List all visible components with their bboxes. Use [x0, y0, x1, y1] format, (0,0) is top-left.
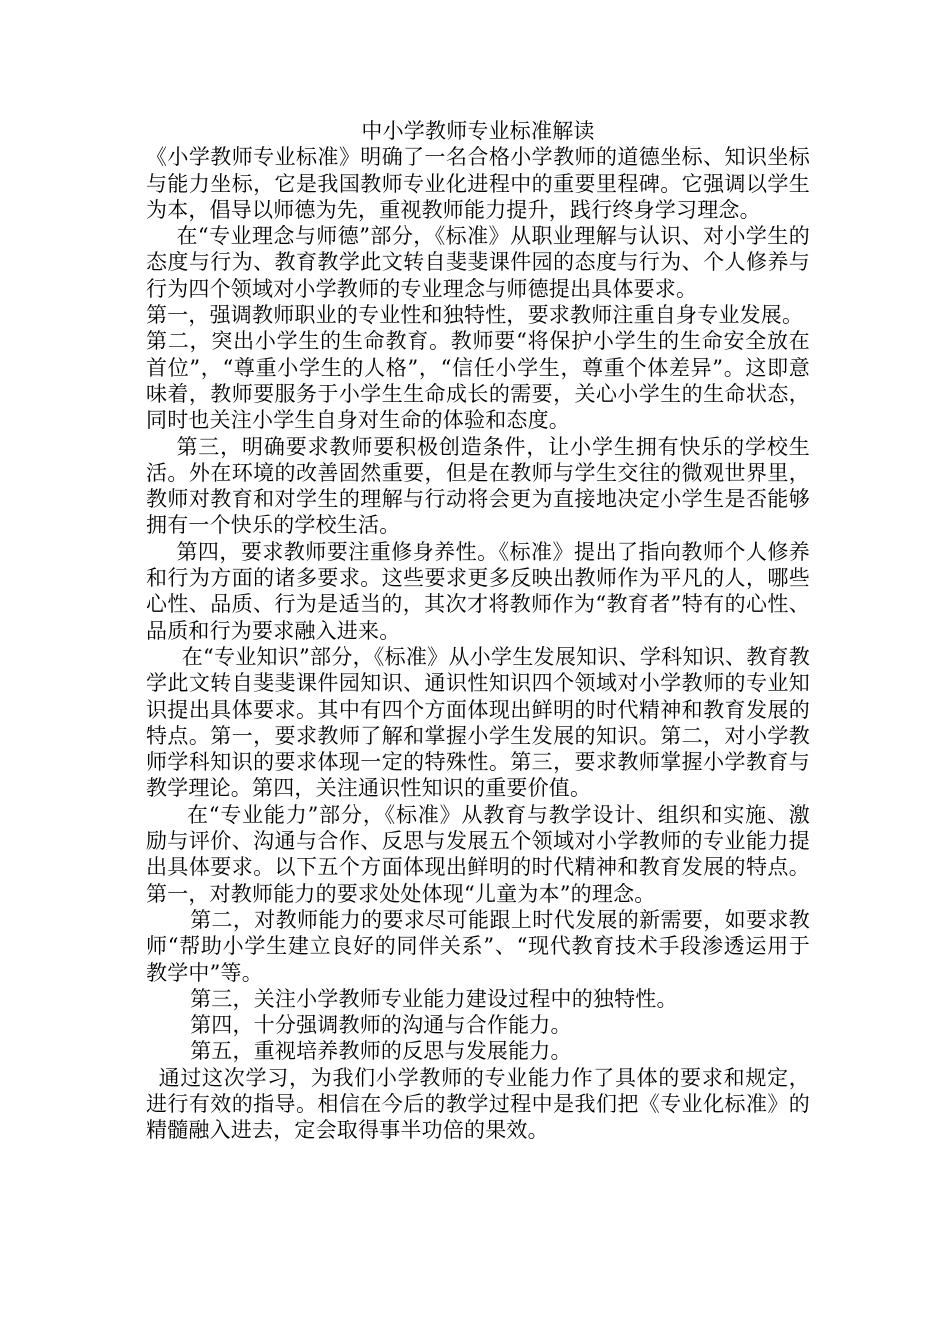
paragraph: 第二，突出小学生的生命教育。教师要“将保护小学生的生命安全放在首位”，“尊重小学生的人格”，“信任小学生，尊重个体差异”。这即意味着，教师要服务于小学生生命成长的需要，关心小学生的生命状态，同时也关注小学生自身对生命的体验和态度。: [146, 329, 810, 433]
paragraph: 在“专业理念与师德”部分，《标准》从职业理解与认识、对小学生的态度与行为、教育教学此文转自斐斐课件园的态度与行为、个人修养与行为四个领域对小学教师的专业理念与师德提出具体要求。: [146, 224, 810, 301]
document-title: 中小学教师专业标准解读: [361, 119, 595, 143]
paragraph: 通过这次学习，为我们小学教师的专业能力作了具体的要求和规定，进行有效的指导。相信在今后的教学过程中是我们把《专业化标准》的精髓融入进去，定会取得事半功倍的果效。: [146, 1065, 810, 1143]
paragraph: 第三，明确要求教师要积极创造条件，让小学生拥有快乐的学校生活。外在环境的改善固然重要，但是在教师与学生交往的微观世界里，教师对教育和对学生的理解与行动将会更为直接地决定小学生是否能够拥有一个快乐的学校生活。: [146, 434, 810, 538]
paragraph: 在“专业能力”部分，《标准》从教育与教学设计、组织和实施、激励与评价、沟通与合作、反思与发展五个领域对小学教师的专业能力提出具体要求。以下五个方面体现出鲜明的时代精神和教育发展的特点。第一，对教师能力的要求处处体现“儿童为本”的理念。: [146, 802, 810, 906]
paragraph: 在“专业知识”部分，《标准》从小学生发展知识、学科知识、教育教学此文转自斐斐课件园知识、通识性知识四个领域对小学教师的专业知识提出具体要求。其中有四个方面体现出鲜明的时代精神和教育发展的特点。第一，要求教师了解和掌握小学生发展的知识。第二，对小学教师学科知识的要求体现一定的特殊性。第三，要求教师掌握小学教育与教学理论。第四，关注通识性知识的重要价值。: [146, 644, 810, 801]
paragraph: 第四，十分强调教师的沟通与合作能力。: [190, 1013, 572, 1038]
paragraph: 第三，关注小学教师专业能力建设过程中的独特性。: [190, 986, 678, 1011]
document-body: [146, 144, 810, 1143]
paragraph: 第一，强调教师职业的专业性和独特性，要求教师注重自身专业发展。: [146, 303, 804, 328]
paragraph: 《小学教师专业标准》明确了一名合格小学教师的道德坐标、知识坐标与能力坐标，它是我国教师专业化进程中的重要里程碑。它强调以学生为本，倡导以师德为先，重视教师能力提升，践行终身学习理念。: [146, 145, 810, 222]
paragraph: 第四，要求教师要注重修身养性。《标准》提出了指向教师个人修养和行为方面的诸多要求。这些要求更多反映出教师作为平凡的人，哪些心性、品质、行为是适当的，其次才将教师作为“教育者”特有的心性、品质和行为要求融入进来。: [146, 539, 810, 643]
paragraph: 第二，对教师能力的要求尽可能跟上时代发展的新需要，如要求教师“帮助小学生建立良好的同伴关系”、“现代教育技术手段渗透运用于教学中”等。: [146, 907, 810, 985]
document-page: [146, 118, 810, 1144]
paragraph: 第五，重视培养教师的反思与发展能力。: [190, 1039, 572, 1064]
